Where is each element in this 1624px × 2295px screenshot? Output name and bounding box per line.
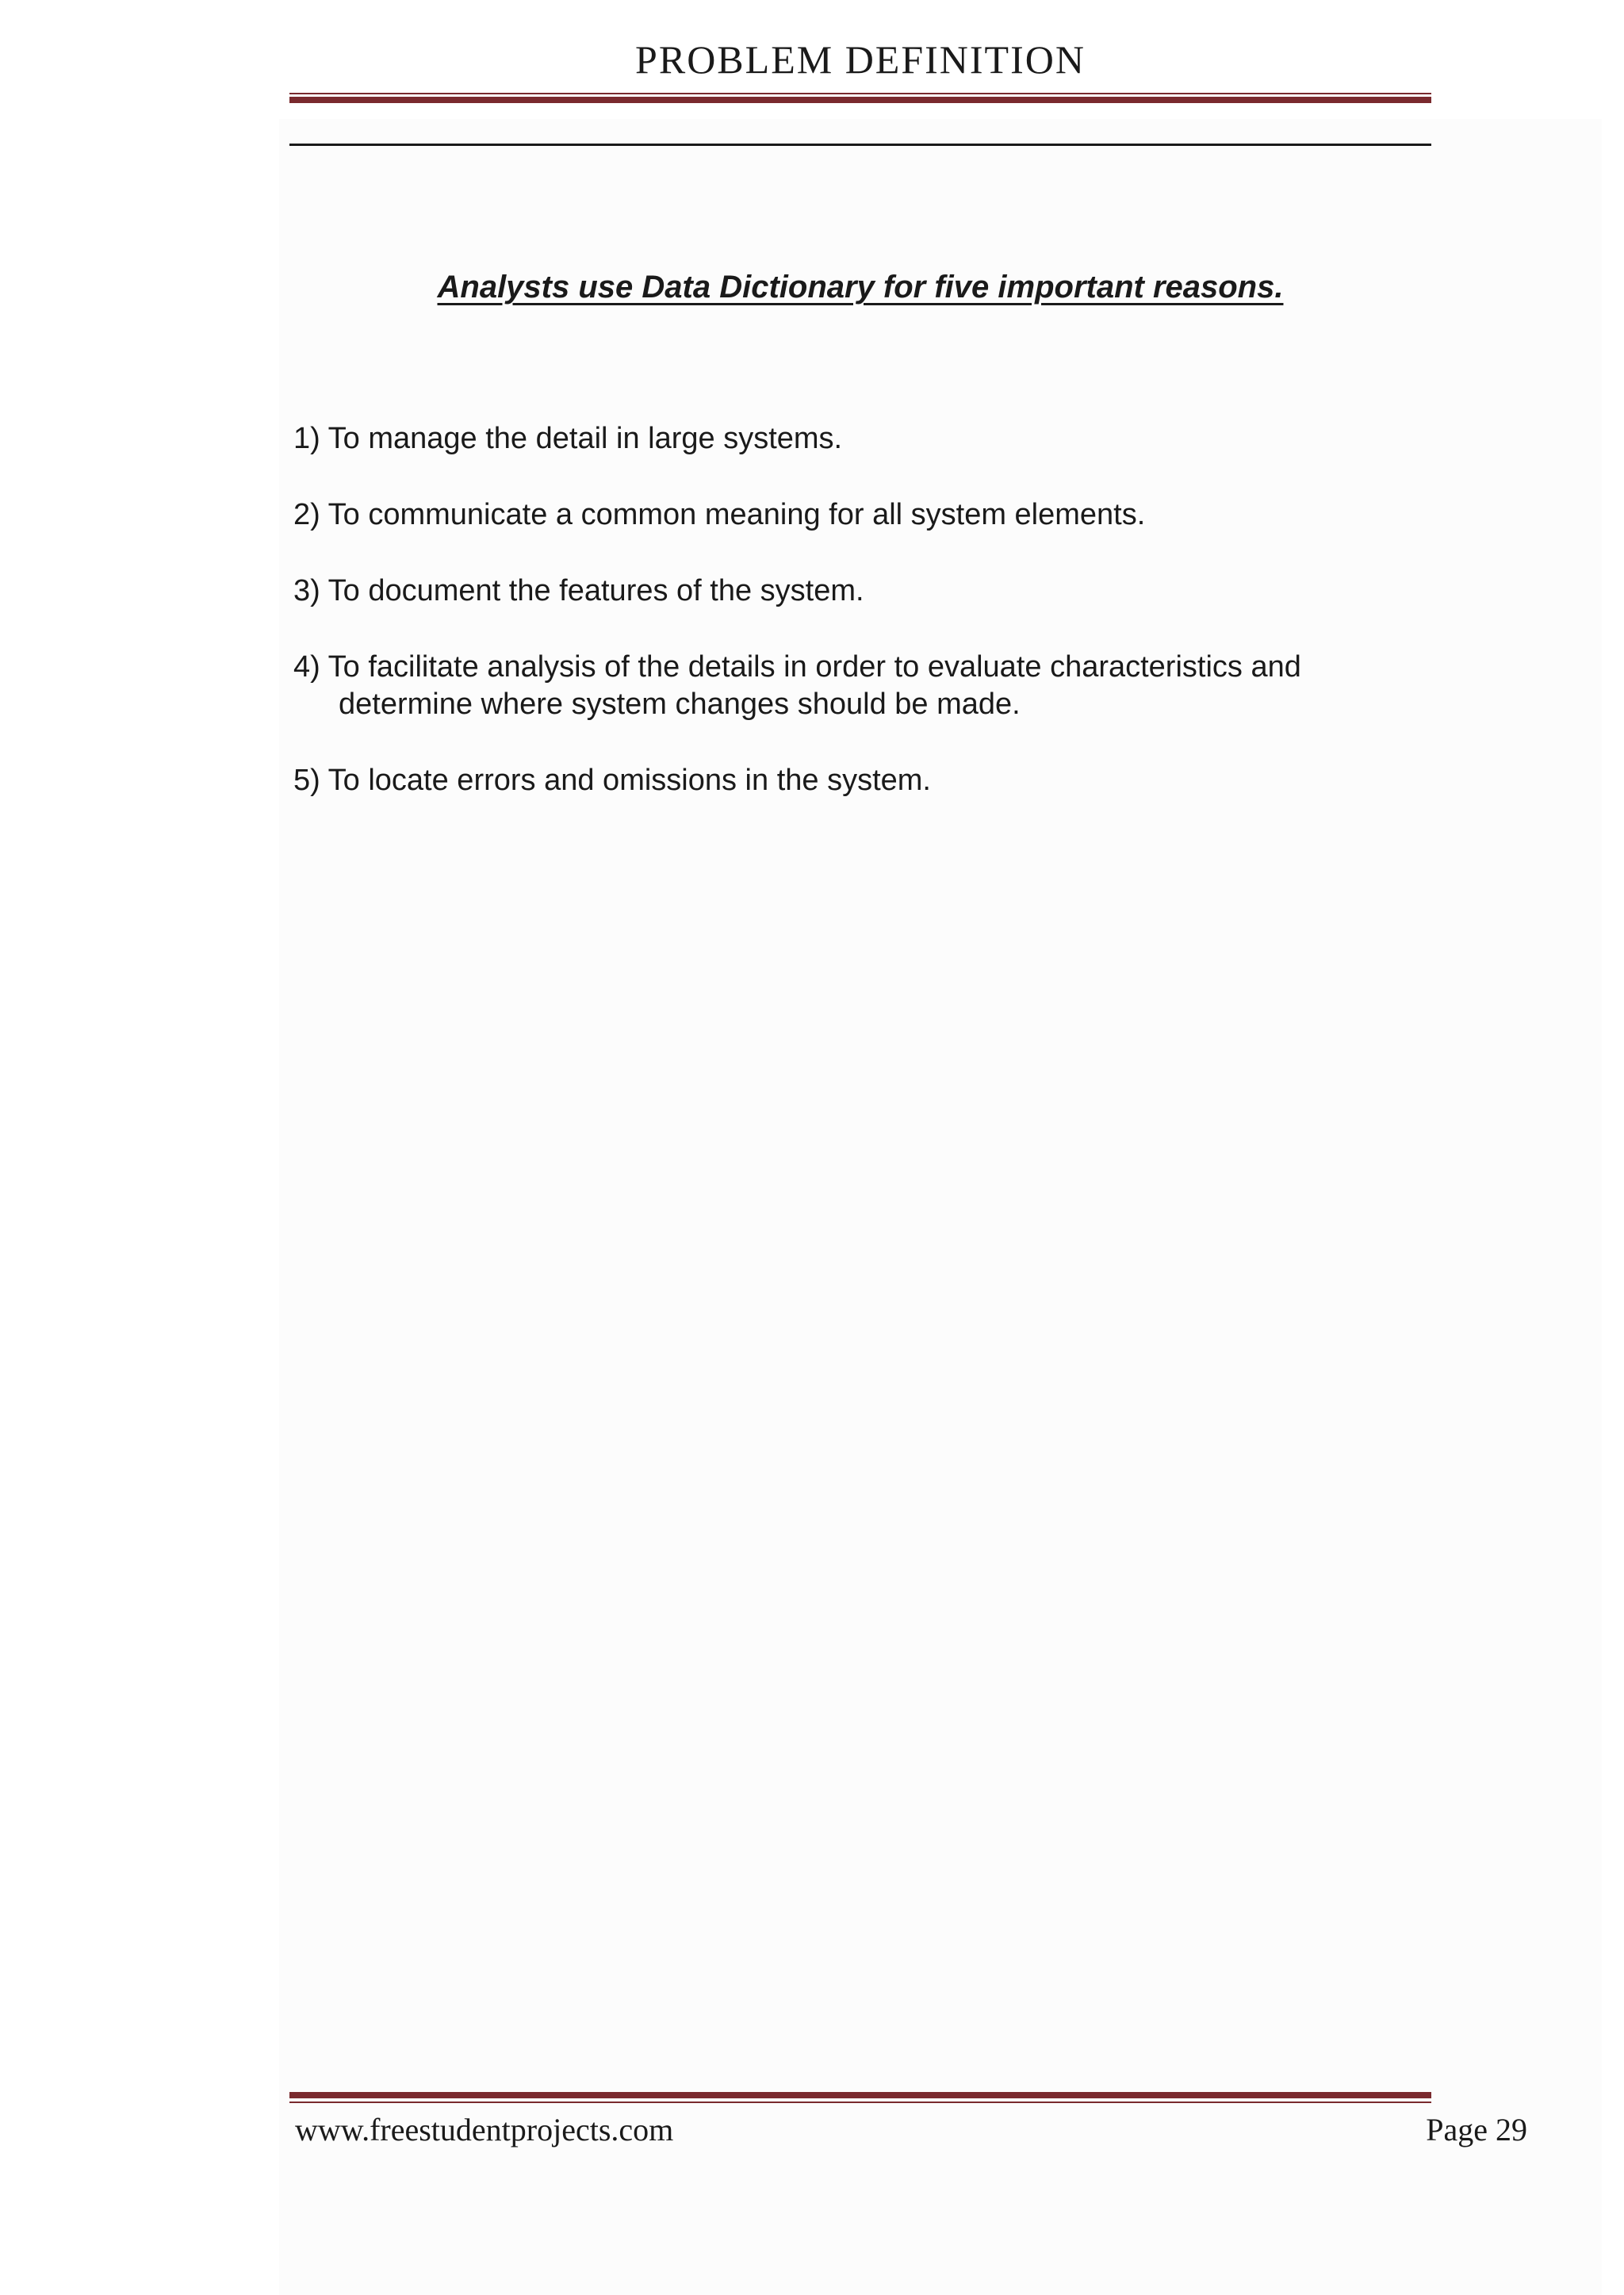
footer-website: www.freestudentprojects.com <box>295 2112 674 2147</box>
reason-item-5: 5) To locate errors and omissions in the system. <box>293 764 931 797</box>
reason-item-4: 4) To facilitate analysis of the details in order to evaluate characteristics and determine where system changes should be made. <box>293 650 1301 721</box>
reasons-list <box>293 420 1435 838</box>
footer-rule-thin <box>289 2102 1431 2103</box>
page-header-title: PROBLEM DEFINITION <box>635 37 1086 82</box>
reason-item-1: 1) To manage the detail in large systems. <box>293 422 843 455</box>
reason-item-3: 3) To document the features of the system. <box>293 574 864 607</box>
section-heading: Analysts use Data Dictionary for five important reasons. <box>437 270 1284 305</box>
page-number: Page 29 <box>1426 2112 1527 2147</box>
footer-rule-thick <box>289 2092 1431 2098</box>
header-rule-thin <box>289 93 1431 94</box>
header-divider <box>289 144 1431 146</box>
reason-item-2: 2) To communicate a common meaning for all system elements. <box>293 498 1146 531</box>
header-rule-thick <box>289 97 1431 103</box>
